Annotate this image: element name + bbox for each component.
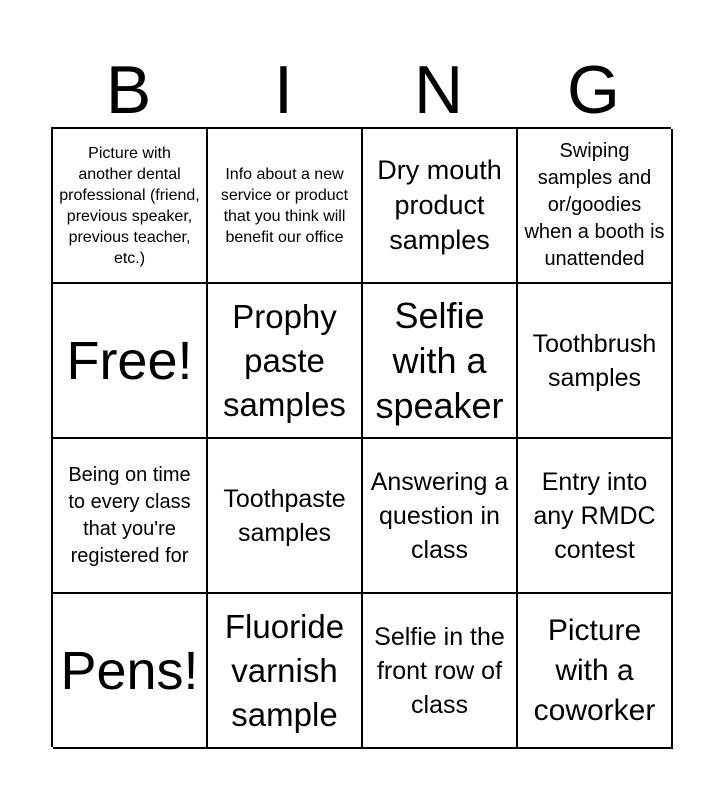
cell-text: Being on time to every class that you're registered for xyxy=(68,463,191,567)
cell-text: Pens! xyxy=(60,640,199,701)
bingo-cell[interactable] xyxy=(518,594,673,749)
bingo-cell[interactable] xyxy=(53,594,208,749)
cell-text: Selfie in the front row of class xyxy=(374,622,505,719)
bingo-cell[interactable] xyxy=(518,284,673,439)
bingo-card xyxy=(51,127,671,747)
cell-text: Prophy paste samples xyxy=(223,297,346,423)
header-letter-n: N xyxy=(413,52,464,128)
bingo-cell[interactable] xyxy=(363,439,518,594)
free-space-cell[interactable] xyxy=(53,284,208,439)
cell-text: Fluoride varnish sample xyxy=(224,607,345,733)
bingo-cell[interactable] xyxy=(53,439,208,594)
cell-text: Swiping samples and or/goodies when a booth is unattended xyxy=(524,140,665,270)
bingo-cell[interactable] xyxy=(363,284,518,439)
bingo-cell[interactable] xyxy=(363,129,518,284)
cell-text: Entry into any RMDC contest xyxy=(533,467,656,564)
bingo-header xyxy=(51,52,671,128)
cell-text: Free! xyxy=(66,330,193,391)
cell-text: Picture with another dental professional (friend, previous speaker, previous teacher, etc.) xyxy=(59,144,200,267)
bingo-cell[interactable] xyxy=(518,129,673,284)
bingo-cell[interactable] xyxy=(208,439,363,594)
bingo-cell[interactable] xyxy=(363,594,518,749)
bingo-cell[interactable] xyxy=(208,284,363,439)
cell-text: Picture with a coworker xyxy=(533,613,656,727)
cell-text: Toothbrush samples xyxy=(532,329,657,392)
header-letter-g: G xyxy=(567,52,620,128)
cell-text: Answering a question in class xyxy=(370,467,509,564)
cell-text: Selfie with a speaker xyxy=(375,295,504,426)
bingo-cell[interactable] xyxy=(208,594,363,749)
cell-text: Toothpaste samples xyxy=(223,484,346,547)
cell-text: Info about a new service or product that you think will benefit our office xyxy=(220,165,349,246)
bingo-cell[interactable] xyxy=(53,129,208,284)
header-letter-i: I xyxy=(274,52,293,128)
bingo-cell[interactable] xyxy=(208,129,363,284)
bingo-cell[interactable] xyxy=(518,439,673,594)
header-letter-b: B xyxy=(105,52,152,128)
cell-text: Dry mouth product samples xyxy=(377,155,502,255)
